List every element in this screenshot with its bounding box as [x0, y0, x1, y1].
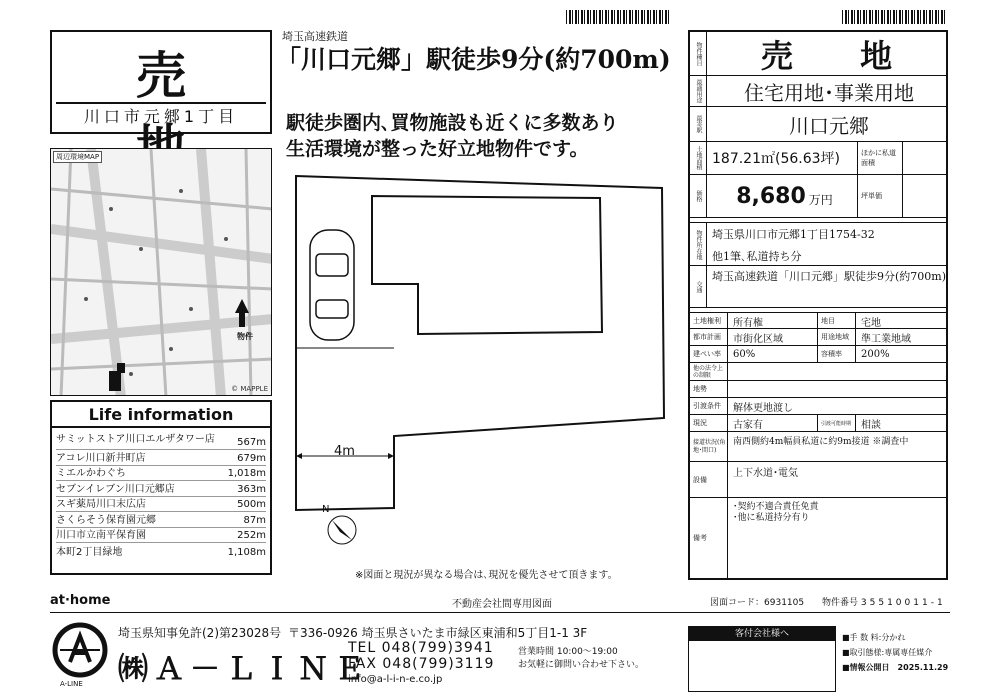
life-item-name: アコレ川口新井町店 — [56, 452, 146, 464]
business-hours — [518, 646, 644, 672]
agent-note: ■情報公開日 2025.11.29 — [842, 663, 949, 672]
life-information — [50, 400, 272, 575]
life-item — [56, 428, 266, 450]
spec-value: 所有権 — [728, 313, 818, 329]
other-law-label: 他の法令上の制限 — [690, 363, 728, 380]
life-item-name: 川口市立南平保育園 — [56, 530, 146, 541]
price-unit: 万円 — [808, 192, 833, 207]
area-map — [50, 148, 272, 396]
athome-brand: at·home — [50, 593, 111, 608]
headline: 「川口元郷」駅徒歩9分(約700m) — [276, 45, 671, 74]
life-item-dist: 1,108m — [227, 546, 266, 558]
current-value: 古家有 — [728, 415, 818, 431]
traffic-row — [690, 266, 946, 308]
north-arrow-icon — [328, 516, 356, 544]
handover-time-label: 引渡可能時期 — [818, 415, 856, 431]
car-icon — [310, 230, 354, 340]
tagline-line-2: 生活環境が整った好立地物件です。 — [286, 138, 589, 160]
access-value: 南西側約4m幅員私道に約9m接道 ※調査中 — [733, 436, 909, 447]
spec-label: 土地権利 — [690, 313, 728, 329]
agent-box — [688, 626, 836, 692]
agent-note: ■手 数 料:分かれ — [842, 633, 906, 642]
handover-row — [690, 398, 946, 415]
spec-label: 容積率 — [818, 346, 856, 362]
address-value-2: 他1筆､私道持ち分 — [712, 249, 802, 263]
barcode-top-center — [566, 10, 670, 24]
spec-row — [690, 312, 946, 329]
access-row — [690, 432, 946, 462]
tsubo-price-label: 坪単価 — [857, 175, 903, 217]
life-item-dist: 500m — [237, 499, 266, 510]
company-fax: FAX 048(799)3119 — [348, 656, 495, 672]
license-number: 埼玉県知事免許(2)第23028号 — [118, 626, 282, 640]
remarks-label: 備考 — [690, 498, 728, 578]
lot-boundary — [296, 176, 664, 510]
road-width-label: 4m — [334, 444, 355, 459]
life-item-dist: 363m — [237, 483, 266, 495]
remark-item: ･契約不適合責任免責 — [733, 502, 819, 512]
company-logo-text: A-LINE — [60, 680, 83, 688]
facilities-value: 上下水道･電気 — [733, 467, 798, 479]
handover-time-value: 相談 — [861, 419, 881, 431]
life-item-name: スギ薬局川口末広店 — [56, 499, 146, 510]
use-row — [690, 76, 946, 107]
life-item-name: セブンイレブン川口元郷店 — [56, 483, 175, 495]
life-item — [56, 528, 266, 544]
agent-box-title: 客付会社様へ — [689, 627, 835, 641]
spec-value: 準工業地域 — [861, 333, 911, 345]
map-credit: © MAPPLE — [231, 385, 268, 393]
property-number-value: 35510011-1 — [860, 598, 946, 608]
terrain-label: 地勢 — [690, 381, 728, 397]
company-tel: TEL 048(799)3941 — [348, 640, 494, 656]
life-item-dist: 679m — [237, 452, 266, 464]
spec-row — [690, 346, 946, 363]
terrain-row — [690, 381, 946, 398]
property-marker-label: 物件 — [237, 332, 253, 341]
restricted-note: 不動産会社間専用図面 — [452, 599, 552, 610]
type-label: 物件種目 — [690, 32, 707, 75]
life-item-dist: 87m — [243, 514, 266, 526]
map-title: 周辺環境MAP — [53, 151, 102, 163]
life-item-dist: 1,018m — [227, 468, 266, 479]
hours-line: 営業時間 10:00～19:00 — [518, 647, 618, 657]
type-row — [690, 32, 946, 76]
price-label: 価格 — [690, 175, 707, 217]
area-row — [690, 142, 946, 175]
drawing-code-label: 図面コード： — [710, 598, 765, 608]
area-label: 土地面積 — [690, 142, 707, 174]
address-value: 埼玉県川口市元郷1丁目1754-32 — [712, 228, 875, 241]
facilities-label: 設備 — [690, 462, 728, 497]
property-type-box — [50, 30, 272, 134]
spec-value: 宅地 — [861, 317, 881, 329]
remarks-row — [690, 498, 946, 578]
life-info-heading: Life information — [52, 402, 270, 428]
spec-label: 用途地域 — [818, 329, 856, 345]
price-value: 8,680 — [736, 183, 806, 209]
use-value: 住宅用地･事業用地 — [744, 80, 914, 105]
tagline-line-1: 駅徒歩圏内､買物施設も近くに多数あり — [286, 112, 619, 134]
footer-divider — [50, 612, 950, 613]
traffic-label: 交通 — [690, 266, 707, 307]
company-name: ㈱Ａ－ＬＩＮＥ — [118, 652, 370, 687]
life-item-dist: 252m — [237, 530, 266, 541]
drawing-code — [710, 595, 804, 608]
property-number — [822, 595, 946, 608]
agent-notes — [842, 630, 948, 675]
current-row — [690, 415, 946, 432]
life-item-dist: 567m — [237, 437, 266, 448]
property-spec-table — [688, 30, 948, 580]
station-row — [690, 107, 946, 142]
drawing-code-value: 6931105 — [764, 598, 805, 608]
traffic-value: 埼玉高速鉄道「川口元郷」駅徒歩9分(約700m) — [712, 270, 947, 283]
address-row — [690, 222, 946, 266]
handover-value: 解体更地渡し — [733, 402, 793, 414]
address-label: 物件所在地 — [690, 223, 707, 266]
spec-label: 地目 — [818, 313, 856, 329]
facilities-row — [690, 462, 946, 498]
life-item-name: サミットストア川口エルザタワー店 — [56, 434, 215, 445]
life-item-name: ミエルかわぐち — [56, 468, 126, 479]
agent-note: ■取引態様:専属専任媒介 — [842, 648, 933, 657]
type-value: 売 地 — [760, 36, 921, 75]
company-email: info@a-l-i-n-e.co.jp — [348, 674, 443, 685]
property-marker — [233, 299, 251, 329]
life-item-name: 本町2丁目緑地 — [56, 546, 123, 558]
spec-value: 200% — [861, 348, 890, 360]
property-type-title: 売 — [136, 46, 234, 105]
spec-label: 都市計画 — [690, 329, 728, 345]
rail-line: 埼玉高速鉄道 — [282, 30, 348, 43]
company-logo-icon — [52, 622, 108, 678]
price-row — [690, 175, 946, 218]
spec-label: 建ぺい率 — [690, 346, 728, 362]
tagline — [286, 110, 619, 162]
private-road-label: ほかに私道面積 — [857, 142, 903, 174]
spec-row — [690, 329, 946, 346]
station-value: 川口元郷 — [789, 113, 869, 138]
spec-value: 市街化区域 — [728, 329, 818, 345]
station-label: 最寄駅 — [690, 107, 707, 141]
property-number-label: 物件番号 — [822, 598, 859, 608]
company-address: 〒336-0926 埼玉県さいたま市緑区東浦和5丁目1-1 3F — [288, 626, 588, 640]
handover-label: 引渡条件 — [690, 398, 728, 414]
building-outline — [372, 196, 602, 334]
life-item — [56, 543, 266, 559]
map-drawing — [51, 149, 272, 396]
spec-value: 60% — [728, 346, 818, 362]
access-label: 接道状況(角地･間口) — [690, 432, 728, 461]
remarks-values — [733, 502, 819, 524]
remark-item: ･他に私道持分有り — [733, 513, 810, 523]
current-label: 現況 — [690, 415, 728, 431]
price-value-wrap — [707, 175, 857, 217]
plot-drawing — [282, 168, 682, 568]
use-label: 最適用途 — [690, 76, 707, 106]
barcode-top-right — [842, 10, 946, 24]
area-value: 187.21㎡(56.63坪) — [712, 151, 840, 167]
life-item-name: さくらそう保育園元郷 — [56, 514, 156, 526]
plot-note: ※図面と現況が異なる場合は､現況を優先させて頂きます。 — [355, 570, 618, 581]
other-law-row — [690, 363, 946, 381]
north-label: N — [322, 504, 330, 515]
property-location: 川口市元郷1丁目 — [56, 102, 266, 128]
hours-line: お気軽に御問い合わせ下さい。 — [518, 660, 645, 670]
